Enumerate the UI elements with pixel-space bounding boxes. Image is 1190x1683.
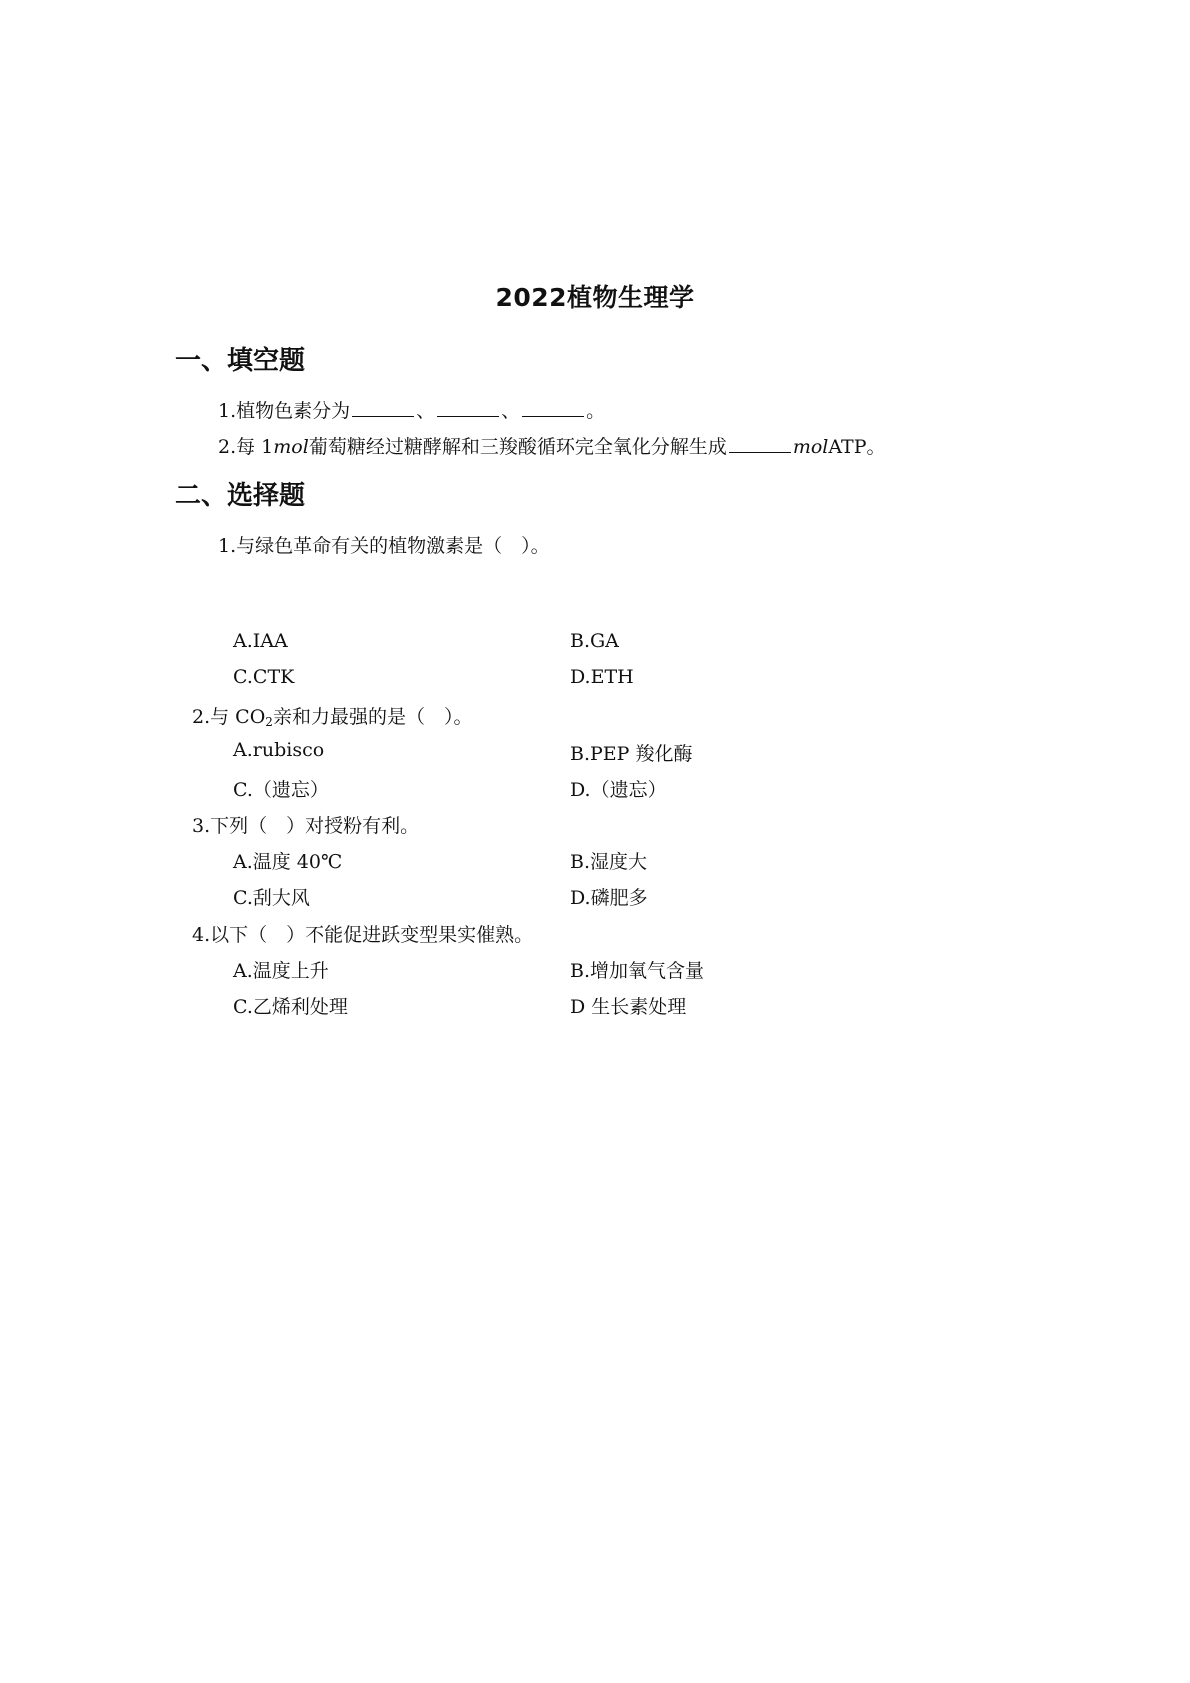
fill-question-2-text: 葡萄糖经过糖酵解和三羧酸循环完全氧化分解生成 [308,436,727,458]
choice-question-4-option-a: A.温度上升 [233,960,329,982]
answer-blank [437,415,499,417]
choice-question-2-stem-start: 2.与 CO [192,706,266,728]
choice-question-1-stem: 1.与绿色革命有关的植物激素是（ ）。 [218,535,550,557]
choice-question-1-option-a: A.IAA [233,630,288,652]
choice-question-3-stem: 3.下列（ ）对授粉有利。 [192,815,420,837]
choice-question-4-option-c: C.乙烯利处理 [233,996,348,1018]
fill-question-2 [218,432,886,459]
document-title: 2022植物生理学 [495,283,695,312]
unit-mol: mol [273,436,309,458]
choice-question-3-option-d: D.磷肥多 [570,887,648,909]
choice-question-1-option-c: C.CTK [233,666,295,688]
choice-question-2-option-c: C.（遗忘） [233,779,329,801]
choice-question-2-option-b: B.PEP 羧化酶 [570,743,693,765]
section-heading-multiple-choice: 二、选择题 [175,481,306,511]
separator: 、 [416,400,436,422]
fill-question-2-prefix: 2.每 1 [218,436,274,458]
choice-question-4-stem: 4.以下（ ）不能促进跃变型果实催熟。 [192,924,534,946]
choice-question-1-option-d: D.ETH [570,666,634,688]
answer-blank [352,415,414,417]
choice-question-3-option-c: C.刮大风 [233,887,310,909]
choice-question-3-option-a: A.温度 40℃ [233,851,343,873]
subscript: 2 [265,715,273,729]
choice-question-3-option-b: B.湿度大 [570,851,648,873]
choice-question-2-stem-end: 亲和力最强的是（ ）。 [272,706,473,728]
section-heading-fill-in: 一、填空题 [175,346,306,376]
fill-question-1 [218,396,605,423]
fill-question-2-suffix: ATP。 [828,436,886,458]
fill-question-1-text: 1.植物色素分为 [218,400,351,422]
answer-blank [729,451,791,453]
choice-question-1-option-b: B.GA [570,630,619,652]
choice-question-4-option-d: D 生长素处理 [570,996,687,1018]
end-mark: 。 [586,400,606,422]
choice-question-4-option-b: B.增加氧气含量 [570,960,705,982]
answer-blank [522,415,584,417]
separator: 、 [501,400,521,422]
choice-question-2-option-d: D.（遗忘） [570,779,667,801]
unit-mol: mol [792,436,829,458]
choice-question-2-stem [192,702,472,729]
choice-question-2-option-a: A.rubisco [233,739,325,761]
